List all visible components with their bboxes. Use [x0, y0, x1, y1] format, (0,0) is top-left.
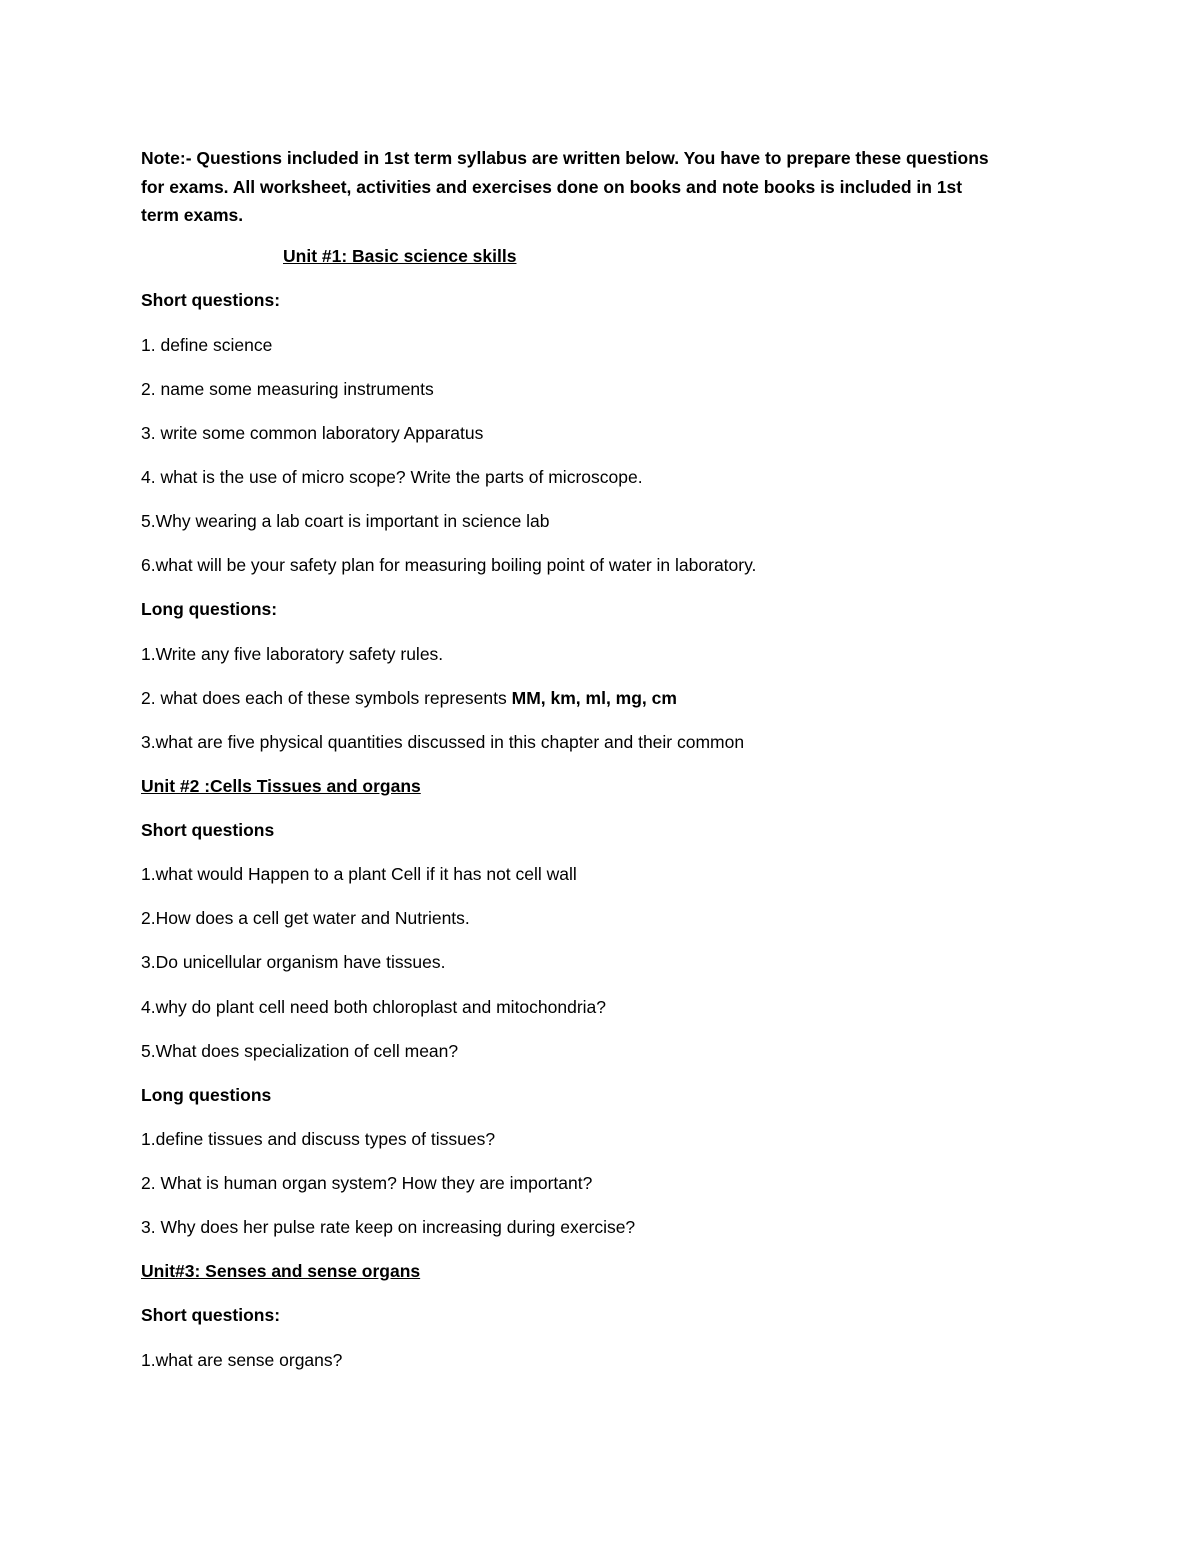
unit1-short-q5: 5.Why wearing a lab coart is important in science lab [141, 511, 550, 531]
unit1-long-q2 [141, 688, 677, 708]
unit2-long-q1: 1.define tissues and discuss types of tissues? [141, 1129, 496, 1149]
unit2-long-label: Long questions [141, 1085, 272, 1105]
unit1-short-q3: 3. write some common laboratory Apparatus [141, 423, 484, 443]
unit2-short-q3: 3.Do unicellular organism have tissues. [141, 952, 446, 972]
unit1-short-q2: 2. name some measuring instruments [141, 379, 434, 399]
unit2-short-q2: 2.How does a cell get water and Nutrients. [141, 908, 470, 928]
unit2-long-q3: 3. Why does her pulse rate keep on increasing during exercise? [141, 1217, 636, 1237]
note-line-1: Note:- Questions included in 1st term syllabus are written below. You have to prepare these questions [141, 148, 989, 168]
unit1-long-q2-text: 2. what does each of these symbols represents [141, 688, 512, 708]
unit3-short-q1: 1.what are sense organs? [141, 1350, 343, 1370]
unit1-long-q3: 3.what are five physical quantities discussed in this chapter and their common [141, 732, 745, 752]
unit1-short-q1: 1. define science [141, 335, 273, 355]
unit2-short-label: Short questions [141, 820, 275, 840]
unit2-short-q5: 5.What does specialization of cell mean? [141, 1041, 459, 1061]
syllabus-note [141, 144, 1061, 230]
unit2-short-q1: 1.what would Happen to a plant Cell if it has not cell wall [141, 864, 577, 884]
unit2-short-q4: 4.why do plant cell need both chloroplast and mitochondria? [141, 997, 607, 1017]
unit1-short-q6: 6.what will be your safety plan for measuring boiling point of water in laboratory. [141, 555, 757, 575]
note-line-3: term exams. [141, 205, 244, 225]
unit3-heading: Unit#3: Senses and sense organs [141, 1261, 421, 1281]
unit1-short-label: Short questions: [141, 290, 281, 310]
unit1-long-label: Long questions: [141, 599, 278, 619]
unit3-short-label: Short questions: [141, 1305, 281, 1325]
unit1-heading: Unit #1: Basic science skills [283, 246, 517, 266]
unit1-short-q4: 4. what is the use of micro scope? Write the parts of microscope. [141, 467, 643, 487]
unit2-heading: Unit #2 :Cells Tissues and organs [141, 776, 421, 796]
unit1-long-q1: 1.Write any five laboratory safety rules. [141, 644, 444, 664]
note-line-2: for exams. All worksheet, activities and exercises done on books and note books is included in 1st [141, 176, 963, 197]
unit2-long-q2: 2. What is human organ system? How they are important? [141, 1173, 593, 1193]
unit1-symbols: MM, km, ml, mg, cm [511, 688, 677, 708]
